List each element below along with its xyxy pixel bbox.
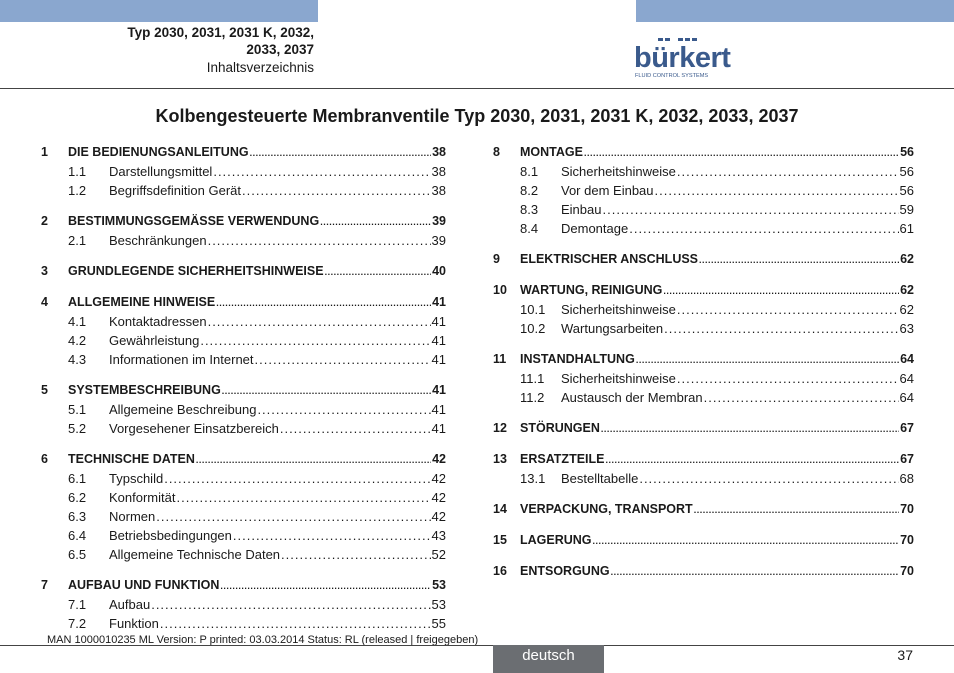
toc-entry-number: 10.2 <box>520 321 546 336</box>
header-accent-bar-right <box>636 0 954 22</box>
toc-entry-number: 13 <box>493 452 507 466</box>
toc-chapter-entry[interactable] <box>41 452 446 471</box>
main-title: Kolbengesteuerte Membranventile Typ 2030, 2031, 2031 K, 2032, 2033, 2037 <box>155 106 799 126</box>
toc-entry-leader <box>156 509 430 524</box>
toc-entry-leader <box>160 616 431 631</box>
toc-section-entry[interactable] <box>41 333 446 352</box>
toc-entry-page: 42 <box>431 509 446 524</box>
toc-entry-leader <box>636 355 899 365</box>
toc-entry-leader <box>213 164 430 179</box>
toc-entry-page: 41 <box>431 421 446 436</box>
toc-entry-leader <box>281 547 431 562</box>
toc-entry-label: Sicherheitshinweise <box>561 302 676 317</box>
toc-entry-label: ALLGEMEINE HINWEISE <box>68 295 216 309</box>
footer-document-info: MAN 1000010235 ML Version: P printed: 03.03.2014 Status: RL (released | freigegeben) <box>47 634 479 646</box>
toc-entry-label: MONTAGE <box>520 145 583 159</box>
toc-entry-label: INSTANDHALTUNG <box>520 352 635 366</box>
toc-entry-leader <box>176 490 430 505</box>
toc-entry-number: 6.2 <box>68 490 87 505</box>
toc-entry-number: 3 <box>41 264 48 278</box>
toc-section-entry[interactable] <box>493 183 914 202</box>
page-number: 37 <box>897 647 913 663</box>
toc-entry-label: Typschild <box>109 471 164 486</box>
toc-section-entry[interactable] <box>493 390 914 409</box>
toc-section-entry[interactable] <box>41 509 446 528</box>
toc-entry-leader <box>200 333 430 348</box>
toc-section-entry[interactable] <box>41 233 446 252</box>
toc-entry-page: 56 <box>900 145 914 159</box>
toc-entry-label: SYSTEMBESCHREIBUNG <box>68 383 221 397</box>
toc-chapter-entry[interactable] <box>493 564 914 583</box>
toc-entry-number: 13.1 <box>520 471 546 486</box>
toc-entry-number: 5.2 <box>68 421 87 436</box>
toc-entry-label: Sicherheitshinweise <box>561 371 676 386</box>
toc-entry-number: 6 <box>41 452 48 466</box>
toc-entry-leader <box>220 581 431 591</box>
toc-section-entry[interactable] <box>493 371 914 390</box>
logo-tagline: FLUID CONTROL SYSTEMS <box>635 73 709 79</box>
toc-entry-label: LAGERUNG <box>520 533 592 547</box>
toc-entry-page: 53 <box>432 578 446 592</box>
toc-entry-number: 6.3 <box>68 509 87 524</box>
toc-entry-label: Sicherheitshinweise <box>561 164 676 179</box>
toc-entry-label: ERSATZTEILE <box>520 452 605 466</box>
toc-entry-leader <box>699 255 899 265</box>
toc-entry-label: GRUNDLEGENDE SICHERHEITSHINWEISE <box>68 264 324 278</box>
toc-entry-page: 41 <box>432 383 446 397</box>
toc-entry-page: 61 <box>899 221 914 236</box>
toc-entry-label: VERPACKUNG, TRANSPORT <box>520 502 693 516</box>
toc-chapter-entry[interactable] <box>41 264 446 283</box>
toc-entry-number: 12 <box>493 421 507 435</box>
toc-entry-label: Demontage <box>561 221 629 236</box>
toc-section-entry[interactable] <box>493 202 914 221</box>
toc-entry-page: 64 <box>899 390 914 405</box>
toc-entry-leader <box>704 390 899 405</box>
toc-entry-number: 8 <box>493 145 500 159</box>
toc-chapter-entry[interactable] <box>493 252 914 271</box>
toc-section-entry[interactable] <box>41 164 446 183</box>
toc-entry-page: 62 <box>899 302 914 317</box>
toc-entry-label: DIE BEDIENUNGSANLEITUNG <box>68 145 249 159</box>
toc-chapter-entry[interactable] <box>493 452 914 471</box>
toc-entry-label: WARTUNG, REINIGUNG <box>520 283 663 297</box>
logo-wordmark: bürkert <box>634 42 731 74</box>
toc-entry-page: 55 <box>431 616 446 631</box>
toc-entry-page: 67 <box>900 421 914 435</box>
toc-entry-leader <box>208 233 431 248</box>
toc-section-entry[interactable] <box>493 321 914 340</box>
toc-entry-leader <box>584 148 899 158</box>
toc-entry-leader <box>606 455 900 465</box>
toc-entry-label: ENTSORGUNG <box>520 564 610 578</box>
toc-entry-number: 11.1 <box>520 371 545 386</box>
toc-entry-label: Beschränkungen <box>109 233 207 248</box>
header-divider <box>0 88 954 89</box>
toc-entry-label: Kontaktadressen <box>109 314 207 329</box>
toc-entry-leader <box>196 455 431 465</box>
toc-entry-number: 7.1 <box>68 597 87 612</box>
toc-entry-page: 39 <box>432 214 446 228</box>
toc-section-entry[interactable] <box>41 352 446 371</box>
toc-entry-leader <box>677 371 899 386</box>
toc-entry-page: 41 <box>431 352 446 367</box>
document-title <box>14 24 314 58</box>
toc-entry-page: 43 <box>431 528 446 543</box>
toc-entry-leader <box>664 321 898 336</box>
toc-section-entry[interactable] <box>41 402 446 421</box>
toc-chapter-entry[interactable] <box>41 383 446 402</box>
toc-chapter-entry[interactable] <box>493 502 914 521</box>
toc-entry-leader <box>257 402 430 417</box>
toc-entry-number: 2.1 <box>68 233 87 248</box>
toc-entry-number: 7 <box>41 578 48 592</box>
toc-entry-page: 64 <box>899 371 914 386</box>
toc-entry-label: AUFBAU UND FUNKTION <box>68 578 220 592</box>
toc-entry-page: 64 <box>900 352 914 366</box>
header-accent-bar-left <box>0 0 318 22</box>
toc-entry-leader <box>694 505 899 515</box>
toc-entry-label: Allgemeine Beschreibung <box>109 402 257 417</box>
toc-entry-number: 4 <box>41 295 48 309</box>
toc-entry-label: Austausch der Membran <box>561 390 703 405</box>
toc-entry-number: 8.3 <box>520 202 539 217</box>
toc-entry-number: 6.5 <box>68 547 87 562</box>
toc-entry-leader <box>677 302 899 317</box>
toc-entry-page: 41 <box>431 314 446 329</box>
toc-entry-page: 41 <box>431 402 446 417</box>
toc-chapter-entry[interactable] <box>41 145 446 164</box>
toc-entry-page: 42 <box>432 452 446 466</box>
toc-entry-label: Darstellungsmittel <box>109 164 213 179</box>
toc-entry-number: 9 <box>493 252 500 266</box>
toc-entry-page: 56 <box>899 183 914 198</box>
toc-entry-leader <box>250 148 432 158</box>
toc-chapter-entry[interactable] <box>41 295 446 314</box>
toc-entry-number: 4.1 <box>68 314 87 329</box>
toc-entry-leader <box>325 267 432 277</box>
toc-entry-number: 1.1 <box>68 164 87 179</box>
toc-entry-number: 11 <box>493 352 507 366</box>
toc-entry-number: 7.2 <box>68 616 87 631</box>
toc-entry-leader <box>242 183 431 198</box>
toc-entry-label: Vorgesehener Einsatzbereich <box>109 421 279 436</box>
document-title-line1: Typ 2030, 2031, 2031 K, 2032, <box>127 25 314 40</box>
toc-entry-label: Einbau <box>561 202 602 217</box>
toc-section-entry[interactable] <box>41 421 446 440</box>
burkert-logo <box>634 38 734 80</box>
toc-entry-leader <box>655 183 899 198</box>
toc-entry-leader <box>280 421 431 436</box>
toc-entry-leader <box>663 286 899 296</box>
toc-entry-page: 38 <box>431 183 446 198</box>
toc-chapter-entry[interactable] <box>493 283 914 302</box>
toc-entry-number: 1.2 <box>68 183 87 198</box>
toc-section-entry[interactable] <box>41 528 446 547</box>
toc-entry-page: 59 <box>899 202 914 217</box>
toc-section-entry[interactable] <box>41 547 446 566</box>
toc-entry-leader <box>602 202 898 217</box>
toc-entry-page: 68 <box>899 471 914 486</box>
toc-entry-label: ELEKTRISCHER ANSCHLUSS <box>520 252 699 266</box>
toc-entry-label: BESTIMMUNGSGEMÄSSE VERWENDUNG <box>68 214 320 228</box>
language-tab: deutsch <box>493 645 604 673</box>
toc-chapter-entry[interactable] <box>493 533 914 552</box>
toc-section-entry[interactable] <box>493 221 914 240</box>
toc-entry-leader <box>233 528 431 543</box>
toc-entry-label: TECHNISCHE DATEN <box>68 452 195 466</box>
toc-entry-page: 38 <box>431 164 446 179</box>
toc-entry-leader <box>151 597 430 612</box>
toc-entry-page: 39 <box>431 233 446 248</box>
toc-entry-number: 8.4 <box>520 221 539 236</box>
toc-entry-leader <box>255 352 431 367</box>
toc-entry-number: 8.2 <box>520 183 539 198</box>
toc-chapter-entry[interactable] <box>493 421 914 440</box>
toc-entry-page: 62 <box>900 252 914 266</box>
toc-entry-page: 41 <box>431 333 446 348</box>
toc-section-entry[interactable] <box>493 164 914 183</box>
toc-entry-label: Bestelltabelle <box>561 471 639 486</box>
toc-entry-number: 16 <box>493 564 507 578</box>
toc-section-entry[interactable] <box>41 490 446 509</box>
toc-entry-leader <box>677 164 899 179</box>
toc-entry-page: 70 <box>900 502 914 516</box>
footer-divider <box>0 645 954 646</box>
toc-entry-label: Aufbau <box>109 597 151 612</box>
toc-entry-page: 42 <box>431 471 446 486</box>
toc-entry-page: 62 <box>900 283 914 297</box>
toc-entry-label: STÖRUNGEN <box>520 421 600 435</box>
toc-right-column <box>493 145 914 583</box>
document-title-line2: 2033, 2037 <box>246 42 314 57</box>
toc-entry-page: 63 <box>899 321 914 336</box>
toc-entry-number: 6.1 <box>68 471 87 486</box>
toc-chapter-entry[interactable] <box>41 578 446 597</box>
toc-entry-page: 40 <box>432 264 446 278</box>
toc-entry-number: 14 <box>493 502 507 516</box>
toc-entry-leader <box>639 471 898 486</box>
toc-entry-page: 56 <box>899 164 914 179</box>
toc-entry-number: 1 <box>41 145 48 159</box>
toc-chapter-entry[interactable] <box>41 214 446 233</box>
toc-entry-label: Begriffsdefinition Gerät <box>109 183 241 198</box>
toc-chapter-entry[interactable] <box>493 145 914 164</box>
toc-entry-number: 6.4 <box>68 528 87 543</box>
toc-entry-page: 70 <box>900 564 914 578</box>
toc-entry-label: Allgemeine Technische Daten <box>109 547 281 562</box>
toc-entry-leader <box>320 217 431 227</box>
toc-entry-number: 11.2 <box>520 390 545 405</box>
toc-entry-number: 5.1 <box>68 402 87 417</box>
toc-entry-label: Gewährleistung <box>109 333 200 348</box>
toc-entry-page: 38 <box>432 145 446 159</box>
toc-entry-label: Normen <box>109 509 156 524</box>
toc-entry-label: Vor dem Einbau <box>561 183 654 198</box>
toc-entry-leader <box>601 424 899 434</box>
toc-entry-page: 52 <box>431 547 446 562</box>
toc-entry-number: 10 <box>493 283 507 297</box>
toc-entry-leader <box>208 314 431 329</box>
toc-section-entry[interactable] <box>41 597 446 616</box>
toc-entry-leader <box>164 471 430 486</box>
toc-entry-leader <box>629 221 898 236</box>
toc-section-entry[interactable] <box>41 183 446 202</box>
toc-entry-number: 4.2 <box>68 333 87 348</box>
toc-entry-number: 10.1 <box>520 302 546 317</box>
toc-section-entry[interactable] <box>493 302 914 321</box>
toc-entry-label: Wartungsarbeiten <box>561 321 664 336</box>
toc-entry-label: Konformität <box>109 490 176 505</box>
toc-entry-number: 15 <box>493 533 507 547</box>
toc-entry-leader <box>593 536 900 546</box>
toc-entry-leader <box>216 298 431 308</box>
toc-entry-page: 53 <box>431 597 446 612</box>
toc-entry-number: 4.3 <box>68 352 87 367</box>
toc-entry-page: 70 <box>900 533 914 547</box>
toc-entry-leader <box>611 567 900 577</box>
toc-entry-label: Informationen im Internet <box>109 352 254 367</box>
toc-section-entry[interactable] <box>41 616 446 635</box>
toc-entry-page: 42 <box>431 490 446 505</box>
toc-left-column <box>41 145 446 635</box>
toc-section-entry[interactable] <box>493 471 914 490</box>
toc-entry-label: Betriebsbedingungen <box>109 528 232 543</box>
toc-entry-number: 5 <box>41 383 48 397</box>
toc-entry-number: 2 <box>41 214 48 228</box>
toc-entry-label: Funktion <box>109 616 159 631</box>
document-subtitle: Inhaltsverzeichnis <box>206 60 314 75</box>
toc-entry-page: 41 <box>432 295 446 309</box>
toc-chapter-entry[interactable] <box>493 352 914 371</box>
toc-entry-number: 8.1 <box>520 164 539 179</box>
toc-section-entry[interactable] <box>41 471 446 490</box>
toc-entry-page: 67 <box>900 452 914 466</box>
toc-section-entry[interactable] <box>41 314 446 333</box>
toc-entry-leader <box>222 386 431 396</box>
